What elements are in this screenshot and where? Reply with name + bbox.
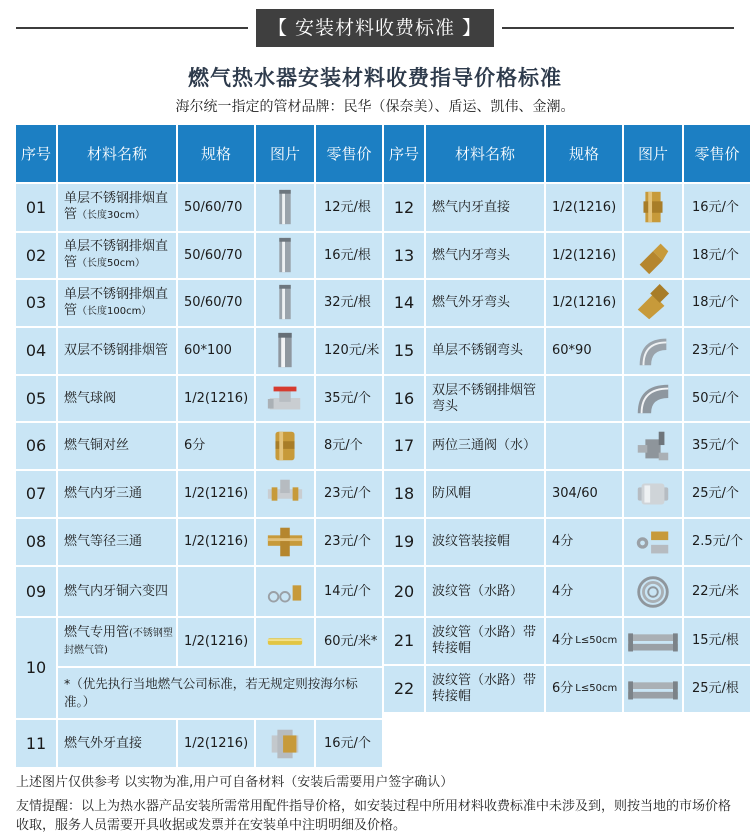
material-picture	[624, 423, 682, 469]
row-number	[384, 233, 424, 278]
column-header-left-0	[16, 125, 56, 182]
material-price	[316, 376, 382, 421]
material-price	[684, 184, 750, 231]
column-header-left-4	[316, 125, 382, 182]
material-price	[684, 233, 750, 278]
material-name-text: 燃气外牙弯头	[432, 295, 511, 310]
column-header-label: 材料名称	[454, 144, 515, 163]
material-name-text: 两位三通阀（水）	[432, 438, 537, 453]
material-name-text: 单层不锈钢排烟直管	[64, 191, 169, 222]
header-rule-right	[502, 27, 734, 29]
material-spec-note: L≤50cm	[575, 635, 618, 646]
row-number	[16, 471, 56, 517]
material-name-text: 燃气球阀	[64, 390, 117, 406]
material-price-text: 60元/米*	[324, 634, 378, 649]
row-number-text: 19	[393, 532, 415, 551]
material-picture	[256, 423, 314, 469]
material-spec-text: 1/2(1216)	[184, 390, 249, 406]
material-spec-text: 1/2(1216)	[552, 247, 617, 263]
corrugated-hose-icon	[625, 669, 681, 709]
row-number	[384, 423, 424, 469]
material-spec-note: L≤50cm	[575, 683, 618, 694]
material-price	[684, 666, 750, 712]
header-rule-left	[16, 27, 248, 29]
material-picture	[624, 666, 682, 712]
female-elbow-icon	[633, 236, 673, 276]
material-picture	[624, 280, 682, 326]
row-number-text: 08	[25, 532, 47, 551]
material-price	[316, 184, 382, 231]
column-header-label: 序号	[20, 144, 51, 163]
material-spec	[178, 328, 254, 374]
ball-valve-icon	[265, 379, 305, 419]
material-name	[58, 567, 176, 616]
column-header-label: 零售价	[694, 144, 740, 163]
tee-fitting-icon	[265, 474, 305, 514]
gas-hose-icon	[265, 622, 305, 662]
row-number-text: 18	[393, 484, 415, 503]
material-name-text: 燃气专用管	[64, 625, 130, 640]
row-number-text: 11	[25, 733, 47, 753]
material-name-text: 燃气内牙铜六变四	[64, 583, 169, 599]
material-price	[684, 618, 750, 664]
row-number	[16, 376, 56, 421]
material-name	[426, 280, 544, 326]
row-number	[384, 376, 424, 421]
material-name	[426, 618, 544, 664]
column-header-label: 规格	[568, 144, 599, 163]
material-picture	[256, 184, 314, 231]
row-number	[16, 519, 56, 565]
material-price-text: 25元/个	[692, 486, 739, 501]
row-number	[16, 720, 56, 767]
material-name-text: 燃气外牙直接	[64, 735, 143, 751]
material-name	[426, 666, 544, 712]
material-picture	[624, 519, 682, 565]
row-number	[16, 618, 56, 718]
material-name	[426, 423, 544, 469]
row-number-text: 06	[25, 436, 47, 455]
reducer-set-icon	[265, 572, 305, 612]
material-name	[426, 471, 544, 517]
row-number-text: 20	[393, 581, 415, 601]
material-name-note: （长度100cm）	[77, 305, 152, 317]
material-name-note: (不锈钢塑封燃气管)	[64, 628, 173, 656]
material-picture	[624, 328, 682, 374]
row-number-text: 09	[25, 581, 47, 601]
material-name-text: 波纹管装接帽	[432, 534, 511, 549]
material-name-text: 单层不锈钢排烟直管	[64, 286, 169, 318]
column-header-label: 规格	[200, 144, 231, 163]
material-spec-text: 60*90	[552, 343, 592, 358]
material-price-text: 16元/个	[692, 199, 739, 215]
material-picture	[256, 328, 314, 374]
row-number-text: 12	[393, 197, 415, 217]
column-header-label: 零售价	[326, 144, 372, 163]
material-spec-text: 1/2(1216)	[184, 735, 249, 751]
material-picture	[256, 519, 314, 565]
material-price	[684, 280, 750, 326]
material-spec-text: 4分	[552, 534, 574, 549]
column-header-right-3	[624, 125, 682, 182]
material-picture	[256, 471, 314, 517]
column-header-left-3	[256, 125, 314, 182]
footer-disclaimer: 上述图片仅供参考 以实物为准,用户可自备材料（安装后需要用户签字确认）	[16, 775, 454, 790]
material-name-note: （长度50cm）	[77, 258, 145, 269]
material-spec	[178, 519, 254, 565]
double-elbow-icon	[633, 379, 673, 419]
footer-reminder: 友情提醒：以上为热水器产品安装所需常用配件指导价格，如安装过程中所用材料收费标准中未涉及到，则按当地的市场价格收取，服务人员需要开具收据或发票并在安装单中注明明细及价格。	[16, 799, 732, 833]
price-table	[16, 125, 744, 767]
row-number	[384, 328, 424, 374]
nut-set-icon	[633, 522, 673, 562]
single-elbow-icon	[633, 331, 673, 371]
material-picture	[256, 376, 314, 421]
material-name-text: 单层不锈钢弯头	[432, 343, 524, 358]
material-spec	[546, 376, 622, 421]
material-name-text: 燃气铜对丝	[64, 438, 130, 453]
material-spec-text: 1/2(1216)	[184, 534, 249, 549]
material-spec	[546, 328, 622, 374]
material-spec	[546, 666, 622, 712]
row-number-text: 17	[393, 436, 415, 455]
material-price-text: 23元/个	[692, 343, 739, 358]
double-pipe-icon	[265, 331, 305, 371]
material-picture	[624, 233, 682, 278]
material-price	[684, 471, 750, 517]
row-number-text: 05	[25, 388, 47, 408]
row-number	[16, 328, 56, 374]
material-price	[684, 328, 750, 374]
row-number-text: 04	[25, 341, 47, 360]
section-header: 【 安装材料收费标准 】	[256, 9, 494, 47]
material-price-text: 12元/根	[324, 199, 371, 215]
material-price-text: 32元/根	[324, 295, 371, 310]
material-spec	[178, 423, 254, 469]
material-price-text: 18元/个	[692, 247, 739, 263]
material-name	[58, 471, 176, 517]
material-picture	[624, 471, 682, 517]
material-spec-text: 4分	[552, 633, 574, 648]
material-spec	[546, 233, 622, 278]
material-name-text: 单层不锈钢排烟直管	[64, 239, 169, 270]
material-price-text: 22元/米	[692, 583, 739, 599]
column-header-label: 图片	[637, 144, 668, 163]
material-picture	[624, 184, 682, 231]
material-picture	[624, 376, 682, 421]
material-price-text: 25元/根	[692, 681, 739, 696]
material-name	[58, 328, 176, 374]
material-price-text: 23元/个	[324, 534, 371, 549]
material-price	[316, 471, 382, 517]
material-name	[58, 376, 176, 421]
row-number-text: 21	[393, 631, 415, 650]
material-price	[316, 423, 382, 469]
column-header-right-0	[384, 125, 424, 182]
material-spec-text: 304/60	[552, 486, 598, 501]
material-spec	[178, 233, 254, 278]
male-connector-icon	[265, 724, 305, 764]
material-spec	[178, 280, 254, 326]
material-name-text: 燃气内牙直接	[432, 199, 511, 215]
row-number	[16, 280, 56, 326]
row-number	[384, 519, 424, 565]
row-number	[16, 184, 56, 231]
material-name-note: （长度30cm）	[77, 210, 145, 221]
material-price-text: 35元/个	[692, 438, 739, 453]
material-price-text: 120元/米	[324, 343, 380, 358]
material-spec-text: 1/2(1216)	[184, 634, 249, 649]
material-spec	[178, 471, 254, 517]
material-spec	[546, 280, 622, 326]
material-spec	[546, 184, 622, 231]
material-name-text: 燃气等径三通	[64, 534, 143, 549]
material-spec	[178, 567, 254, 616]
row-number-text: 16	[393, 388, 415, 408]
row-number	[384, 666, 424, 712]
material-price-text: 18元/个	[692, 295, 739, 310]
material-spec-text: 4分	[552, 583, 574, 599]
material-name	[58, 720, 176, 767]
material-spec	[546, 567, 622, 616]
column-header-right-2	[546, 125, 622, 182]
column-header-right-4	[684, 125, 750, 182]
corrugated-hose-icon	[625, 621, 681, 661]
row-number	[16, 233, 56, 278]
material-price	[316, 618, 382, 666]
material-price	[684, 376, 750, 421]
material-name	[58, 618, 176, 666]
material-price	[684, 567, 750, 616]
material-spec-text: 1/2(1216)	[552, 295, 617, 310]
material-name	[426, 184, 544, 231]
material-spec	[178, 618, 254, 666]
row-number-text: 01	[25, 197, 47, 217]
male-elbow-icon	[633, 283, 673, 323]
material-name	[58, 519, 176, 565]
material-name	[426, 519, 544, 565]
row-number-text: 13	[393, 245, 415, 265]
column-header-label: 图片	[269, 144, 300, 163]
material-name-text: 双层不锈钢排烟管	[64, 343, 169, 358]
material-price-text: 14元/个	[324, 583, 371, 599]
material-picture	[624, 567, 682, 616]
row-number-text: 03	[25, 293, 47, 312]
row-number	[16, 567, 56, 616]
column-header-left-2	[178, 125, 254, 182]
row-number	[384, 184, 424, 231]
material-name-text: 防风帽	[432, 486, 472, 501]
material-picture	[256, 280, 314, 326]
material-name-text: 双层不锈钢排烟管弯头	[432, 382, 537, 414]
brand-subtitle: 海尔统一指定的管材品牌：民华（保奈美）、盾运、凯伟、金潮。	[175, 99, 575, 115]
wind-cap-icon	[633, 474, 673, 514]
column-header-left-1	[58, 125, 176, 182]
material-picture	[624, 618, 682, 664]
material-spec	[546, 519, 622, 565]
material-spec	[546, 471, 622, 517]
row-number-text: 10	[25, 658, 47, 677]
material-spec	[178, 720, 254, 767]
row-number	[384, 567, 424, 616]
row-number	[384, 618, 424, 664]
material-name	[58, 423, 176, 469]
row-number-text: 07	[25, 484, 47, 503]
material-name-text: 波纹管（水路）带转接帽	[432, 673, 537, 704]
material-price-text: 2.5元/个	[692, 534, 744, 549]
material-price	[316, 519, 382, 565]
material-name	[426, 567, 544, 616]
material-picture	[256, 567, 314, 616]
material-price-text: 15元/根	[692, 633, 739, 648]
material-spec-text: 1/2(1216)	[552, 199, 617, 215]
material-name-text: 燃气内牙弯头	[432, 247, 511, 263]
material-price	[316, 567, 382, 616]
equal-tee-icon	[265, 522, 305, 562]
material-name	[58, 280, 176, 326]
material-spec	[546, 618, 622, 664]
material-name-text: 波纹管（水路）	[432, 583, 524, 599]
material-spec-text: 6分	[552, 681, 574, 696]
row10-footnote-text: *（优先执行当地燃气公司标准，若无规定则按海尔标准。）	[64, 676, 358, 709]
straight-pipe-icon	[265, 283, 305, 323]
material-name	[58, 184, 176, 231]
material-spec-text: 50/60/70	[184, 295, 243, 310]
material-name	[58, 233, 176, 278]
row-number-text: 15	[393, 341, 415, 360]
material-spec-text: 6分	[184, 438, 206, 453]
material-price-text: 16元/个	[324, 735, 371, 751]
column-header-label: 材料名称	[86, 144, 147, 163]
straight-pipe-icon	[265, 236, 305, 276]
material-picture	[256, 720, 314, 767]
material-spec-text: 60*100	[184, 343, 232, 358]
material-price	[684, 519, 750, 565]
material-price	[316, 328, 382, 374]
material-spec	[546, 423, 622, 469]
material-picture	[256, 618, 314, 666]
material-name	[426, 233, 544, 278]
coil-hose-icon	[633, 572, 673, 612]
material-name	[426, 328, 544, 374]
three-way-valve-icon	[633, 426, 673, 466]
row-number-text: 02	[25, 245, 47, 265]
row-number	[16, 423, 56, 469]
straight-pipe-icon	[265, 188, 305, 228]
material-price	[684, 423, 750, 469]
page-title: 燃气热水器安装材料收费指导价格标准	[188, 66, 562, 90]
female-connector-icon	[633, 188, 673, 228]
column-header-label: 序号	[388, 144, 419, 163]
column-header-right-1	[426, 125, 544, 182]
material-spec	[178, 376, 254, 421]
material-spec-text: 1/2(1216)	[184, 486, 249, 501]
material-name	[426, 376, 544, 421]
row-number	[384, 280, 424, 326]
material-spec-text: 50/60/70	[184, 199, 243, 215]
row-number-text: 22	[393, 679, 415, 698]
material-price	[316, 280, 382, 326]
material-picture	[256, 233, 314, 278]
material-name-text: 波纹管（水路）带转接帽	[432, 625, 537, 656]
material-price-text: 50元/个	[692, 390, 739, 406]
material-name-text: 燃气内牙三通	[64, 486, 143, 501]
brass-nipple-icon	[265, 426, 305, 466]
material-spec	[178, 184, 254, 231]
material-spec-text: 50/60/70	[184, 247, 243, 263]
material-price-text: 23元/个	[324, 486, 371, 501]
row-number-text: 14	[393, 293, 415, 312]
material-price-text: 35元/个	[324, 390, 371, 406]
row10-footnote	[58, 668, 382, 718]
material-price	[316, 233, 382, 278]
material-price-text: 8元/个	[324, 438, 363, 453]
material-price-text: 16元/根	[324, 247, 371, 263]
material-price	[316, 720, 382, 767]
row-number	[384, 471, 424, 517]
